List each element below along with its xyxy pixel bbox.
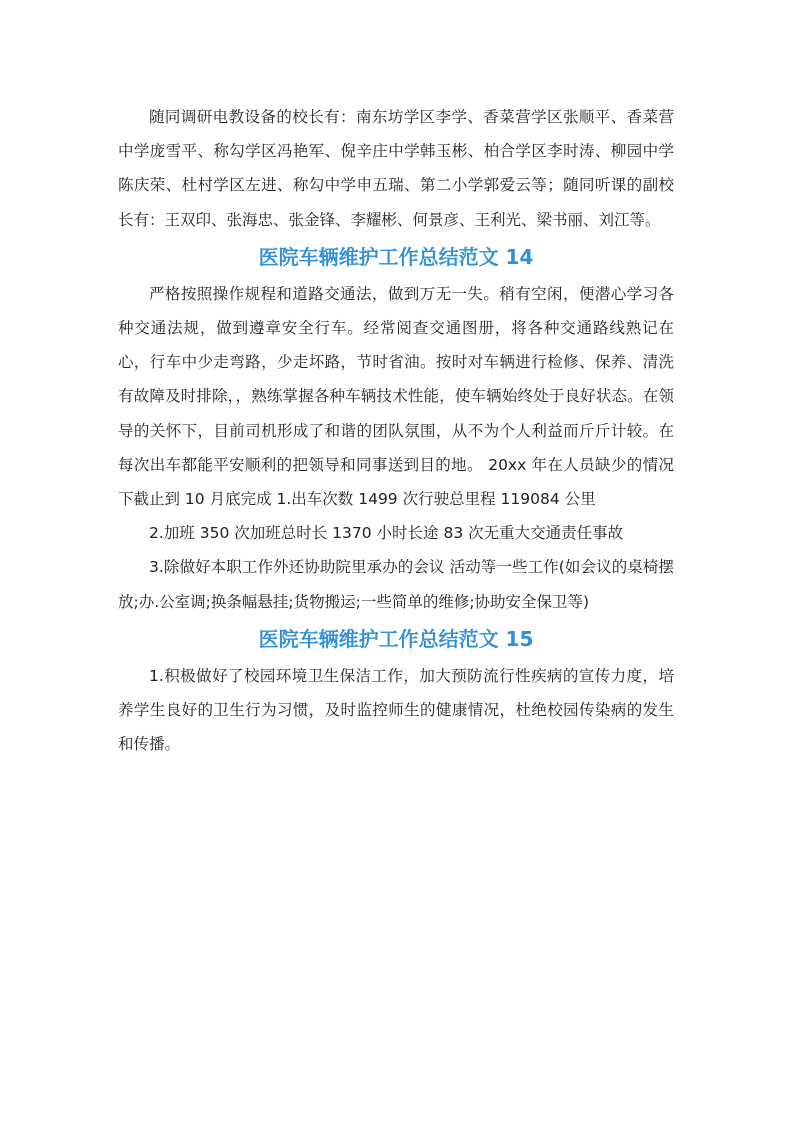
document-page bbox=[118, 100, 674, 761]
section-15-paragraph-1: 1.积极做好了校园环境卫生保洁工作，加大预防流行性疾病的宣传力度，培养学生良好的卫生行为习惯，及时监控师生的健康情况，杜绝校园传染病的发生和传播。 bbox=[118, 666, 674, 754]
section-14-title: 医院车辆维护工作总结范文 14 bbox=[258, 244, 534, 269]
section-15-title: 医院车辆维护工作总结范文 15 bbox=[258, 626, 534, 651]
section-14-paragraph-1: 严格按照操作规程和道路交通法，做到万无一失。稍有空闲，便潜心学习各种交通法规，做到遵章安全行车。经常阅查交通图册，将各种交通路线熟记在心，行车中少走弯路，少走坏路，节时省油。按时对车辆进行检修、保养、清洗有故障及时排除，，熟练掌握各种车辆技术性能，使车辆始终处于良好状态。在领导的关怀下，目前司机形成了和谐的团队氛围，从不为个人利益而斤斤计较。在每次出车都能平安顺利的把领导和同事送到目的地。 20xx 年在人员缺少的情况下截止到 10 月底完成 1.出车次数 1499 次行驶总里程 119084 公里 bbox=[118, 284, 674, 509]
section-14-paragraph-2: 2.加班 350 次加班总时长 1370 小时长途 83 次无重大交通责任事故 bbox=[149, 524, 624, 543]
section-14-paragraph-3: 3.除做好本职工作外还协助院里承办的会议 活动等一些工作(如会议的桌椅摆放;办.公室调;换条幅悬挂;货物搬运;一些简单的维修;协助安全保卫等) bbox=[118, 558, 674, 611]
paragraph-principals: 随同调研电教设备的校长有：南东坊学区李学、香菜营学区张顺平、香菜营中学庞雪平、称勾学区冯艳军、倪辛庄中学韩玉彬、柏合学区李时涛、柳园中学陈庆荣、杜村学区左进、称勾中学申五瑞、第二小学郭爱云等；随同听课的副校长有：王双印、张海忠、张金锋、李耀彬、何景彦、王利光、梁书丽、刘江等。 bbox=[118, 108, 674, 229]
